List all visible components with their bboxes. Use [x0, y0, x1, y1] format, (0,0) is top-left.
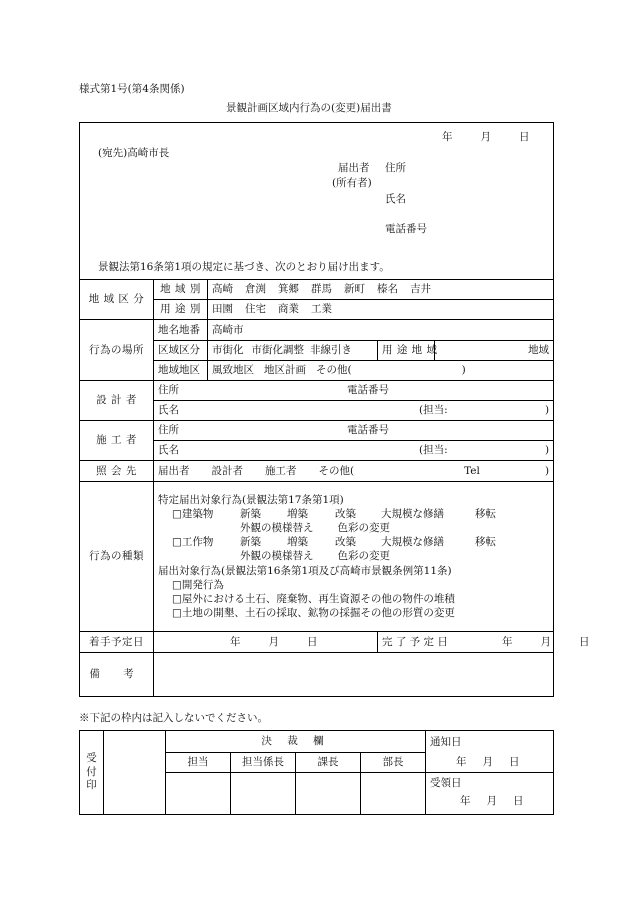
- acts-block: [154, 482, 554, 632]
- application-form: [79, 122, 590, 697]
- contact-options[interactable]: 届出者 設計者 施工者 その他( Tel ): [154, 461, 554, 482]
- general-act-development[interactable]: □開発行為: [172, 578, 224, 591]
- district-label: 地 域 別: [154, 280, 208, 300]
- office-use-table: [79, 730, 554, 815]
- role-kakaricho: 担当係長: [231, 753, 296, 773]
- notice-date: 年 月 日: [426, 753, 554, 773]
- seal-kacho: [296, 773, 361, 815]
- youto-label: 用 途 地 域: [378, 341, 435, 361]
- designer-address-field[interactable]: 住所 電話番号: [154, 381, 554, 401]
- general-acts-title: 届出対象行為(景観法第16条第1項及び高崎市景観条例第11条): [158, 564, 452, 577]
- seal-kakaricho: [231, 773, 296, 815]
- applicant-address-label: 住所: [385, 162, 406, 174]
- builder-label: 施 工 者: [80, 421, 154, 461]
- legal-statement: 景観法第16条第1項の規定に基づき、次のとおり届け出ます。: [98, 261, 390, 273]
- notice-date-label: 通知日: [426, 731, 554, 753]
- intro-date[interactable]: 年 月 日: [442, 131, 530, 143]
- zone-label: 区域区分: [154, 341, 208, 361]
- form-title: 景観計画区域内行為の(変更)届出書: [226, 102, 392, 114]
- form-number: 様式第1号(第4条関係): [79, 83, 185, 95]
- district-options[interactable]: 高崎 倉渕 箕郷 群馬 新町 榛名 吉井: [208, 280, 554, 300]
- intro-block: [80, 123, 554, 280]
- start-date-label: 着手予定日: [80, 632, 154, 653]
- applicant-phone-label: 電話番号: [385, 223, 427, 235]
- role-kacho: 課長: [296, 753, 361, 773]
- lot-value[interactable]: 高崎市: [208, 320, 554, 341]
- seal-tanto: [166, 773, 231, 815]
- office-use-note: ※下記の枠内は記入しないでください。: [79, 712, 268, 724]
- lot-label: 地名地番: [154, 320, 208, 341]
- landscape-options[interactable]: 風致地区 地区計画 その他( ): [208, 361, 554, 381]
- structure-row[interactable]: □工作物 新築 増築 改築 大規模な修繕 移転: [172, 536, 496, 549]
- end-date-field[interactable]: 完 了 予 定 日 年 月 日: [378, 632, 554, 653]
- remarks-field[interactable]: [154, 653, 554, 697]
- zone-options[interactable]: 市街化 市街化調整 非線引き: [208, 341, 378, 361]
- place-label: 行為の場所: [80, 320, 154, 381]
- role-tanto: 担当: [166, 753, 231, 773]
- area-label: 地 域 区 分: [80, 280, 154, 320]
- receipt-date: 年 月 日: [460, 795, 524, 808]
- structure-row-2[interactable]: 外観の模様替え 色彩の変更: [240, 550, 390, 563]
- youto-value[interactable]: 地域: [435, 341, 554, 361]
- general-act-land-change[interactable]: □土地の開墾、土石の採取、鉱物の採掘その他の形質の変更: [172, 607, 455, 620]
- use-label: 用 途 別: [154, 300, 208, 320]
- building-row[interactable]: □建築物 新築 増築 改築 大規模な修繕 移転: [172, 507, 496, 520]
- receipt-date-block: [426, 773, 554, 815]
- specific-acts-title: 特定届出対象行為(景観法第17条第1項): [158, 493, 344, 506]
- owner-label: (所有者): [332, 177, 372, 189]
- contact-label: 照 会 先: [80, 461, 154, 482]
- stamp-label: 受 付 印: [80, 731, 104, 815]
- designer-label: 設 計 者: [80, 381, 154, 421]
- builder-name-field[interactable]: 氏名 (担当: ): [154, 441, 554, 461]
- designer-name-field[interactable]: 氏名 (担当: ): [154, 401, 554, 421]
- applicant-label: 届出者: [338, 162, 370, 174]
- addressee: (宛先)高崎市長: [98, 147, 170, 159]
- builder-address-field[interactable]: 住所 電話番号: [154, 421, 554, 441]
- acts-label: 行為の種類: [80, 482, 154, 632]
- building-row-2[interactable]: 外観の模様替え 色彩の変更: [240, 522, 390, 535]
- role-bucho: 部長: [361, 753, 426, 773]
- stamp-area: [104, 731, 166, 815]
- decision-title: 決 裁 欄: [166, 731, 426, 753]
- general-act-stockpile[interactable]: □屋外における土石、廃棄物、再生資源その他の物件の堆積: [172, 592, 455, 605]
- seal-bucho: [361, 773, 426, 815]
- landscape-label: 地域地区: [154, 361, 208, 381]
- applicant-name-label: 氏名: [385, 193, 406, 205]
- remarks-label: 備 考: [80, 653, 154, 697]
- use-options[interactable]: 田園 住宅 商業 工業: [208, 300, 554, 320]
- start-date-field[interactable]: 年 月 日: [154, 632, 378, 653]
- receipt-date-label: 受領日: [430, 777, 462, 789]
